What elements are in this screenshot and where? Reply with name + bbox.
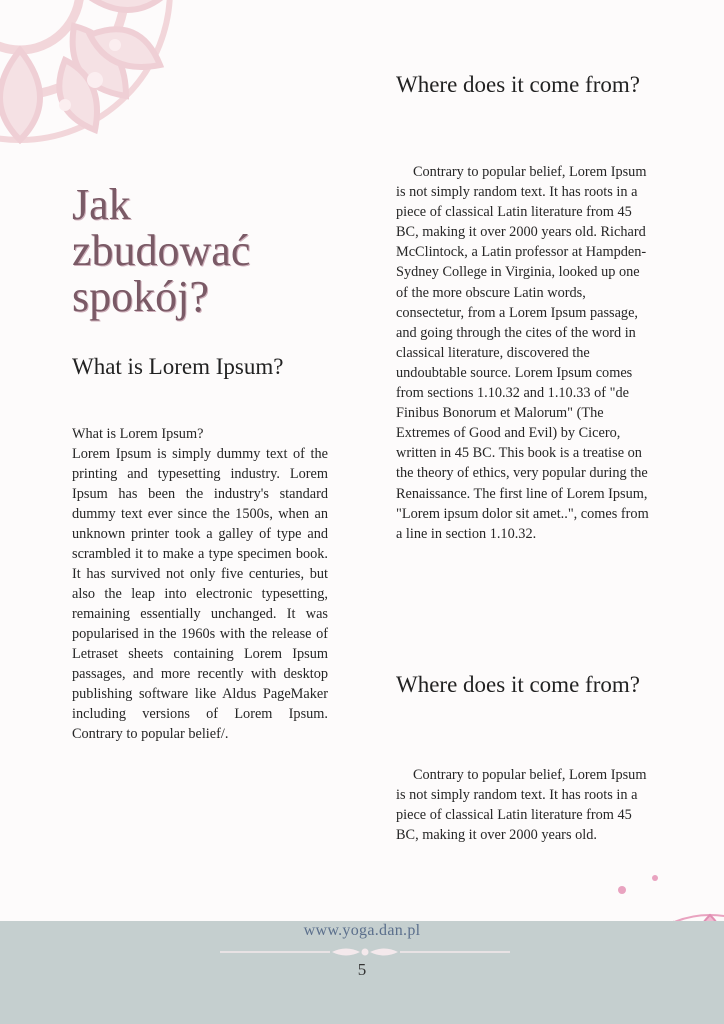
body-paragraph (72, 424, 328, 744)
section-heading: What is Lorem Ipsum? (72, 354, 284, 379)
body-text: Lorem Ipsum is simply dummy text of the printing and typesetting industry. Lorem Ipsum has been the industry's standard dummy text ever since the 1500s, when an unknown printer took a galley of type and scrambled it to make a type specimen book. It has survived not only five centuries, but also the leap into electronic typesetting, remaining essentially unchanged. It was popularised in the 1960s with the release of Letraset sheets containing Lorem Ipsum passages, and more recently with desktop publishing software like Aldus PageMaker including versions of Lorem Ipsum. Contrary to popular belief/. (72, 446, 328, 742)
page-number: 5 (357, 960, 367, 979)
title-line: Jak (72, 180, 131, 229)
body-paragraph: Contrary to popular belief, Lorem Ipsum is not simply random text. It has roots in a piece of classical Latin literature from 45 BC, making it over 2000 years old. (396, 767, 647, 843)
title-line: spokój? (72, 272, 209, 321)
section-heading: Where does it come from? (396, 672, 640, 697)
mandala-icon (0, 0, 240, 190)
footer-url[interactable]: www.yoga.dan.pl (303, 922, 421, 939)
page-title (72, 182, 312, 320)
title-line: zbudować (72, 226, 251, 275)
ornamental-divider-icon (220, 946, 510, 958)
body-question: What is Lorem Ipsum? (72, 426, 204, 442)
section-heading: Where does it come from? (396, 72, 640, 97)
body-paragraph: Contrary to popular belief, Lorem Ipsum is not simply random text. It has roots in a piece of classical Latin literature from 45 BC, making it over 2000 years old. Richard McClintock, a Latin professor at Hampden-Sydney College in Virginia, looked up one of the more obscure Latin words, consectetur, from a Lorem Ipsum passage, and going through the cites of the word in classical literature, discovered the undoubtable source. Lorem Ipsum comes from sections 1.10.32 and 1.10.33 of "de Finibus Bonorum et Malorum" (The Extremes of Good and Evil) by Cicero, written in 45 BC. This book is a treatise on the theory of ethics, very popular during the Renaissance. The first line of Lorem Ipsum, "Lorem ipsum dolor sit amet..", comes from a line in section 1.10.32. (396, 164, 649, 542)
